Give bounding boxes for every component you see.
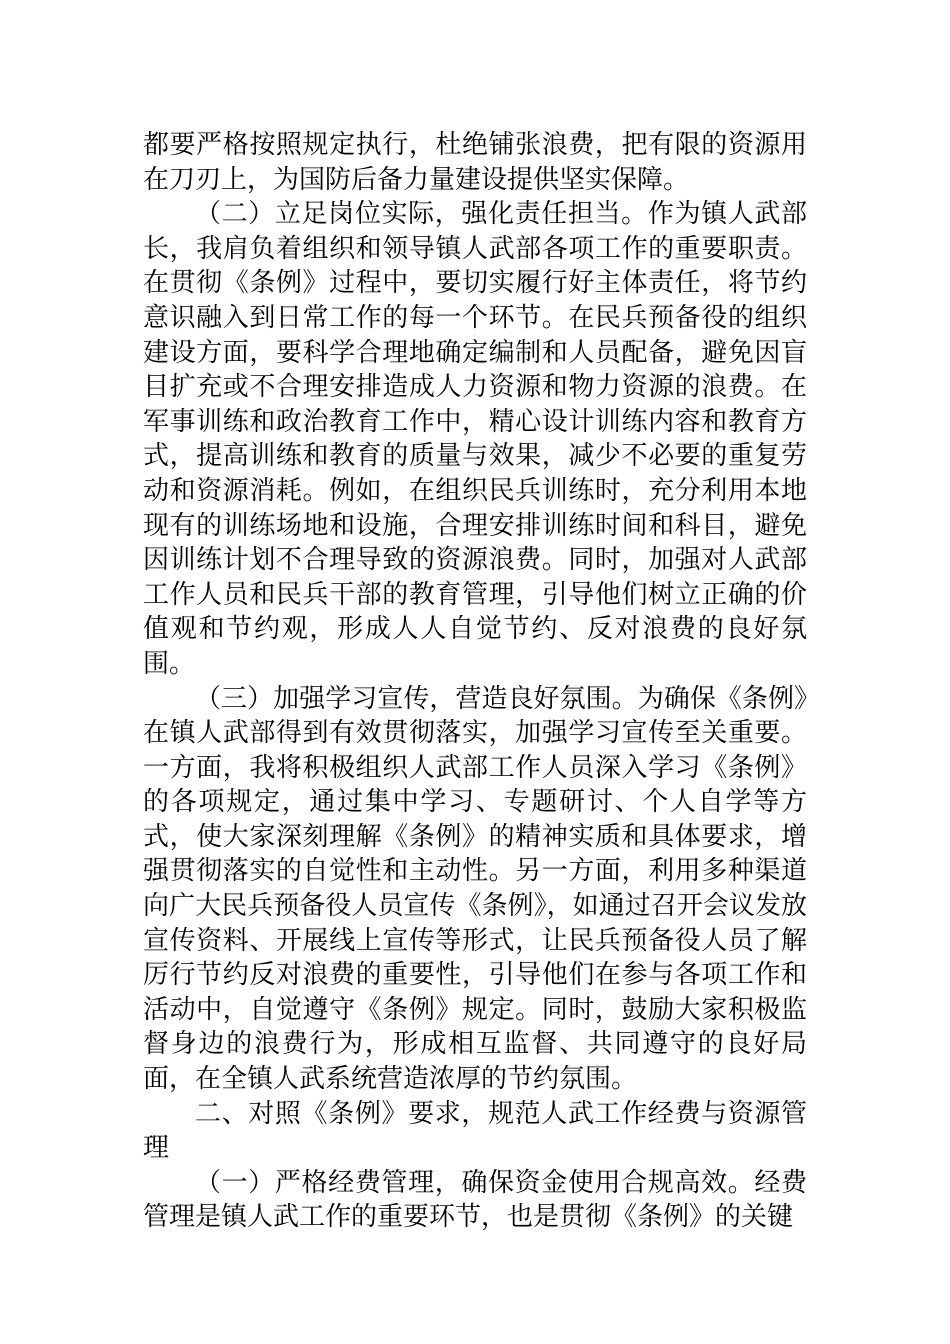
- paragraph-section-2: （二）立足岗位实际，强化责任担当。作为镇人武部长，我肩负着组织和领导镇人武部各项工作的重要职责。在贯彻《条例》过程中，要切实履行好主体责任，将节约意识融入到日常工作的每一个环节。在民兵预备役的组织建设方面，要科学合理地确定编制和人员配备，避免因盲目扩充或不合理安排造成人力资源和物力资源的浪费。在军事训练和政治教育工作中，精心设计训练内容和教育方式，提高训练和教育的质量与效果，减少不必要的重复劳动和资源消耗。例如，在组织民兵训练时，充分利用本地现有的训练场地和设施，合理安排训练时间和科目，避免因训练计划不合理导致的资源浪费。同时，加强对人武部工作人员和民兵干部的教育管理，引导他们树立正确的价值观和节约观，形成人人自觉节约、反对浪费的良好氛围。: [143, 199, 807, 679]
- paragraph-subsection-1: （一）严格经费管理，确保资金使用合规高效。经费管理是镇人武工作的重要环节，也是贯彻《条例》的关键: [143, 1167, 807, 1233]
- document-body: [143, 128, 807, 1235]
- section-heading-2: 二、对照《条例》要求，规范人武工作经费与资源管理: [143, 1098, 807, 1164]
- paragraph-continuation: 都要严格按照规定执行，杜绝铺张浪费，把有限的资源用在刀刃上，为国防后备力量建设提供坚实保障。: [143, 130, 807, 195]
- paragraph-section-3: （三）加强学习宣传，营造良好氛围。为确保《条例》在镇人武部得到有效贯彻落实，加强学习宣传至关重要。一方面，我将积极组织人武部工作人员深入学习《条例》的各项规定，通过集中学习、专题研讨、个人自学等方式，使大家深刻理解《条例》的精神实质和具体要求，增强贯彻落实的自觉性和主动性。另一方面，利用多种渠道向广大民兵预备役人员宣传《条例》，如通过召开会议发放宣传资料、开展线上宣传等形式，让民兵预备役人员了解厉行节约反对浪费的重要性，引导他们在参与各项工作和活动中，自觉遵守《条例》规定。同时，鼓励大家积极监督身边的浪费行为，形成相互监督、共同遵守的良好局面，在全镇人武系统营造浓厚的节约氛围。: [143, 683, 807, 1095]
